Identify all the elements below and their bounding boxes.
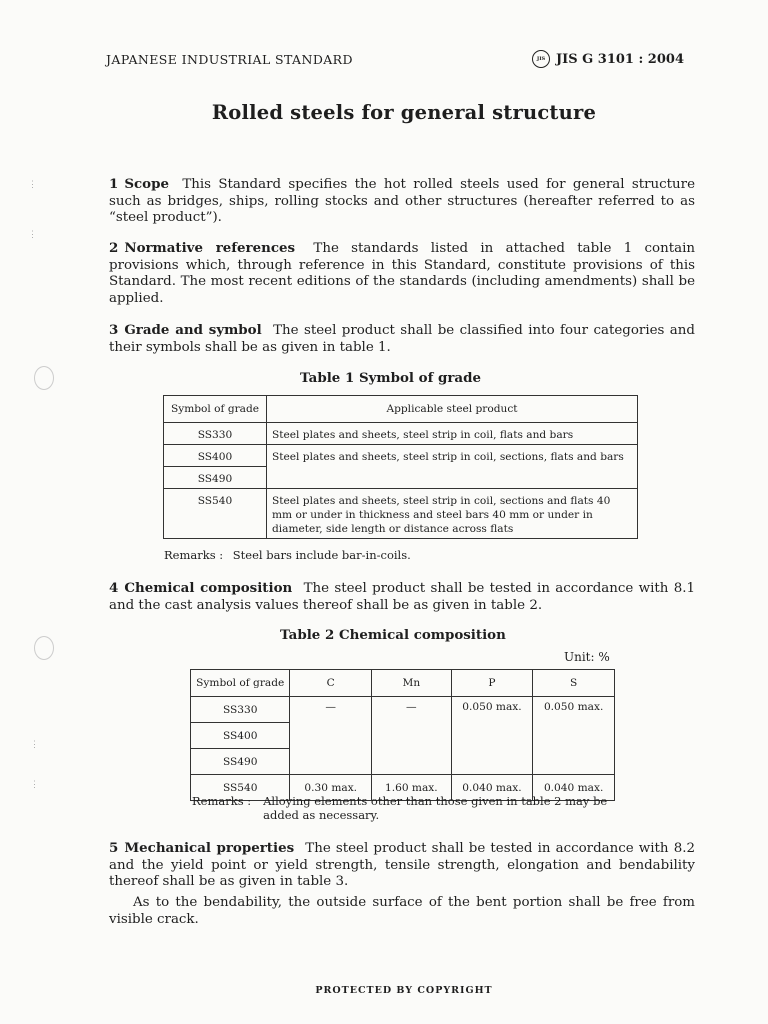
remarks-text: Alloying elements other than those given in table 2 may be added as necessary. xyxy=(263,794,608,822)
section-text: The standards listed in attached table 1 contain provisions which, through reference in this Standard, constitute provisions of this Standard. The most recent editions of the standards (including amendments) shall be applied. xyxy=(109,241,695,306)
product-cell: Steel plates and sheets, steel strip in coil, sections, flats and bars xyxy=(267,445,638,489)
column-header: Applicable steel product xyxy=(267,396,638,423)
table-header-row xyxy=(164,396,638,423)
manganese-cell: — xyxy=(372,697,452,775)
section-text: This Standard specifies the hot rolled steels used for general structure such as bridges, ships, rolling stocks and other structures (hereafter referred to as “steel product”). xyxy=(109,177,695,225)
copyright-footer: PROTECTED BY COPYRIGHT xyxy=(315,985,493,996)
scan-artifact: ⋮ xyxy=(28,180,37,190)
grade-symbol-cell: SS400 xyxy=(191,723,290,749)
phosphorus-cell: 0.040 max. xyxy=(451,775,533,801)
section-number: 3 xyxy=(109,322,119,338)
product-cell: Steel plates and sheets, steel strip in coil, sections and flats 40 mm or under in thickness and steel bars 40 mm or under in diameter, side length or distance across flats xyxy=(267,489,638,539)
standard-number xyxy=(532,50,684,68)
table-header-row xyxy=(191,670,615,697)
table-row xyxy=(164,423,638,445)
section-number: 1 xyxy=(109,176,119,192)
table2-caption: Table 2 Chemical composition xyxy=(280,627,506,643)
phosphorus-cell: 0.050 max. xyxy=(451,697,533,775)
column-header: Symbol of grade xyxy=(164,396,267,423)
remarks-label: Remarks : xyxy=(192,794,252,808)
column-header: Symbol of grade xyxy=(191,670,290,697)
column-header: S xyxy=(533,670,615,697)
sulfur-cell: 0.050 max. xyxy=(533,697,615,775)
section-heading: Scope xyxy=(124,176,169,192)
carbon-cell: — xyxy=(290,697,372,775)
table-row xyxy=(164,445,638,467)
table1-caption: Table 1 Symbol of grade xyxy=(300,370,481,386)
grade-symbol-cell: SS330 xyxy=(164,423,267,445)
bendability-paragraph: As to the bendability, the outside surface of the bent portion shall be free from visible crack. xyxy=(109,895,695,927)
table-symbol-of-grade xyxy=(163,395,638,539)
grade-symbol-cell: SS490 xyxy=(164,467,267,489)
section-chemical-composition xyxy=(109,580,695,614)
section-grade-and-symbol xyxy=(109,322,695,356)
table-chemical-composition xyxy=(190,669,615,801)
scan-artifact: ⋮ xyxy=(30,740,39,750)
grade-symbol-cell: SS540 xyxy=(191,775,290,801)
table-row xyxy=(164,489,638,539)
product-cell: Steel plates and sheets, steel strip in coil, flats and bars xyxy=(267,423,638,445)
sulfur-cell: 0.040 max. xyxy=(533,775,615,801)
scan-artifact: ⋮ xyxy=(28,230,37,240)
section-heading: Chemical composition xyxy=(124,580,293,596)
section-normative-references xyxy=(109,240,695,307)
section-scope xyxy=(109,176,695,227)
punch-hole xyxy=(34,366,54,390)
table1-remarks xyxy=(164,548,411,562)
table2-remarks xyxy=(192,794,622,822)
table2-unit: Unit: % xyxy=(564,650,610,664)
carbon-cell: 0.30 max. xyxy=(290,775,372,801)
remarks-label: Remarks : xyxy=(164,548,224,562)
grade-symbol-cell: SS330 xyxy=(191,697,290,723)
remarks-text: Steel bars include bar-in-coils. xyxy=(232,548,411,562)
jis-mark-icon: JIS xyxy=(532,50,550,68)
table-row xyxy=(191,697,615,723)
scan-artifact: ⋮ xyxy=(30,780,39,790)
section-number: 2 xyxy=(109,240,119,256)
section-heading: Mechanical properties xyxy=(124,840,295,856)
standard-code: JIS G 3101 : 2004 xyxy=(556,51,684,67)
grade-symbol-cell: SS400 xyxy=(164,445,267,467)
grade-symbol-cell: SS540 xyxy=(164,489,267,539)
manganese-cell: 1.60 max. xyxy=(372,775,452,801)
punch-hole xyxy=(34,636,54,660)
section-heading: Grade and symbol xyxy=(124,322,262,338)
column-header: Mn xyxy=(372,670,452,697)
section-number: 5 xyxy=(109,840,119,856)
section-number: 4 xyxy=(109,580,119,596)
section-mechanical-properties xyxy=(109,840,695,891)
section-text: The steel product shall be tested in accordance with 8.2 and the yield point or yield strength, tensile strength, elongation and bendability thereof shall be as given in table 3. xyxy=(109,841,695,889)
section-heading: Normative references xyxy=(124,240,296,256)
section-text: The steel product shall be tested in accordance with 8.1 and the cast analysis values thereof shall be as given in table 2. xyxy=(109,581,695,613)
column-header: P xyxy=(451,670,533,697)
document-title: Rolled steels for general structure xyxy=(211,101,597,124)
section-text: The steel product shall be classified into four categories and their symbols shall be as given in table 1. xyxy=(109,323,695,355)
grade-symbol-cell: SS490 xyxy=(191,749,290,775)
column-header: C xyxy=(290,670,372,697)
standard-org-label: JAPANESE INDUSTRIAL STANDARD xyxy=(106,52,353,67)
